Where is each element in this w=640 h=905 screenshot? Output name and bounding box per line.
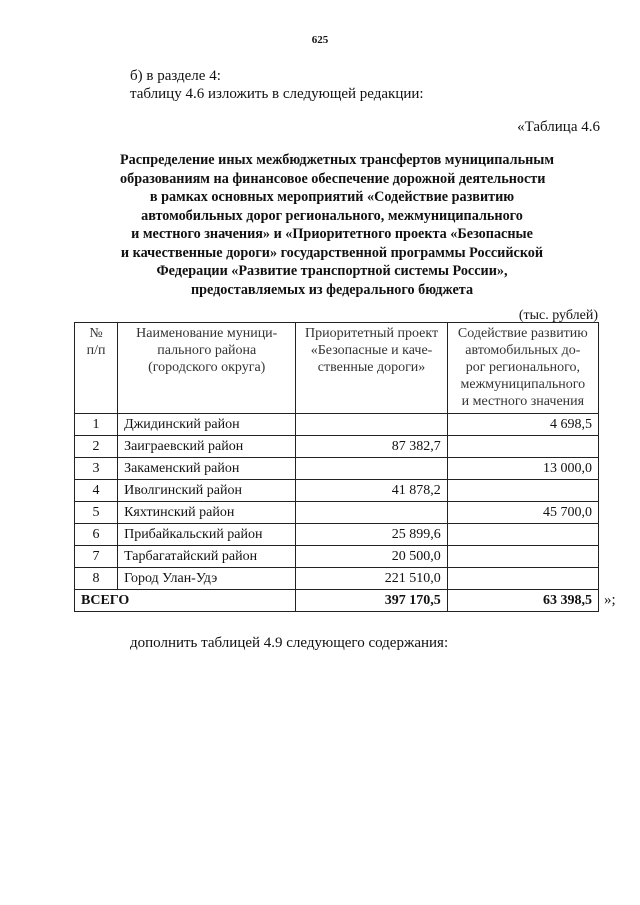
header-text: рог регионального, (465, 360, 580, 375)
title-line: предоставляемых из федерального бюджета (190, 281, 474, 298)
district-name: Заиграевский район (118, 436, 296, 458)
district-name: Прибайкальский район (118, 524, 296, 546)
table-header-row (75, 323, 599, 414)
intro-line-1: б) в разделе 4: (130, 68, 221, 84)
header-text: межмуниципального (460, 377, 586, 392)
roads-value (447, 480, 598, 502)
table-reference: «Таблица 4.6 (517, 119, 600, 135)
header-text: Наименование муници- (136, 326, 278, 341)
title-line: и местного значения» и «Приоритетного проекта «Безопасные (131, 226, 533, 242)
priority-value: 25 899,6 (296, 524, 447, 546)
roads-value (447, 436, 598, 458)
header-district (118, 323, 296, 414)
priority-value (296, 458, 447, 480)
row-number: 8 (75, 568, 118, 590)
priority-value (296, 502, 447, 524)
title-line: в рамках основных мероприятий «Содействие развитию (149, 189, 515, 205)
priority-value (296, 414, 447, 436)
priority-value: 87 382,7 (296, 436, 447, 458)
header-text: (городского округа) (148, 360, 266, 375)
row-number: 5 (75, 502, 118, 524)
total-label: ВСЕГО (75, 590, 296, 612)
row-number: 6 (75, 524, 118, 546)
row-number: 4 (75, 480, 118, 502)
title-line: образованиям на финансовое обеспечение дорожной деятельности (120, 170, 546, 187)
roads-value (447, 546, 598, 568)
district-name: Тарбагатайский район (118, 546, 296, 568)
table-row (75, 502, 599, 524)
row-number: 7 (75, 546, 118, 568)
row-number: 2 (75, 436, 118, 458)
total-priority-value: 397 170,5 (296, 590, 447, 612)
header-priority-project (296, 323, 447, 414)
units-label: (тыс. рублей) (518, 308, 598, 323)
table-row (75, 480, 599, 502)
title-line: автомобильных дорог регионального, межмуниципального (141, 207, 523, 224)
table-row (75, 524, 599, 546)
title-line: Федерации «Развитие транспортной системы России», (156, 263, 508, 279)
table-row (75, 458, 599, 480)
header-text: «Безопасные и каче- (310, 343, 433, 358)
header-text: Приоритетный проект (305, 326, 439, 341)
district-name: Закаменский район (118, 458, 296, 480)
outro-text: дополнить таблицей 4.9 следующего содержания: (130, 635, 449, 651)
header-text: ственные дороги» (317, 360, 426, 375)
row-number: 1 (75, 414, 118, 436)
roads-value: 45 700,0 (447, 502, 598, 524)
closing-quote-mark: »; (604, 592, 616, 608)
total-roads-value: 63 398,5 (447, 590, 598, 612)
title-line: Распределение иных межбюджетных трансфертов муниципальным (120, 152, 555, 168)
header-text: пального района (157, 343, 257, 358)
row-number: 3 (75, 458, 118, 480)
intro-line-2: таблицу 4.6 изложить в следующей редакции: (130, 86, 424, 102)
table-row (75, 414, 599, 436)
page-number: 625 (311, 34, 329, 46)
table-row (75, 568, 599, 590)
priority-value: 41 878,2 (296, 480, 447, 502)
title-line: и качественные дороги» государственной программы Российской (120, 244, 544, 261)
table-row (75, 436, 599, 458)
priority-value: 221 510,0 (296, 568, 447, 590)
district-name: Иволгинский район (118, 480, 296, 502)
header-text: Содействие развитию (457, 326, 588, 341)
district-name: Город Улан-Удэ (118, 568, 296, 590)
total-row (75, 590, 599, 612)
header-road-development (447, 323, 598, 414)
table-row (75, 546, 599, 568)
header-text: № (89, 326, 103, 341)
header-text: п/п (86, 343, 106, 358)
roads-value (447, 568, 598, 590)
roads-value: 13 000,0 (447, 458, 598, 480)
header-text: автомобильных до- (465, 343, 581, 358)
transfers-table (74, 322, 599, 612)
roads-value: 4 698,5 (447, 414, 598, 436)
header-number (75, 323, 118, 414)
roads-value (447, 524, 598, 546)
header-text: и местного значения (461, 394, 585, 409)
district-name: Кяхтинский район (118, 502, 296, 524)
district-name: Джидинский район (118, 414, 296, 436)
priority-value: 20 500,0 (296, 546, 447, 568)
table-title (120, 151, 555, 299)
